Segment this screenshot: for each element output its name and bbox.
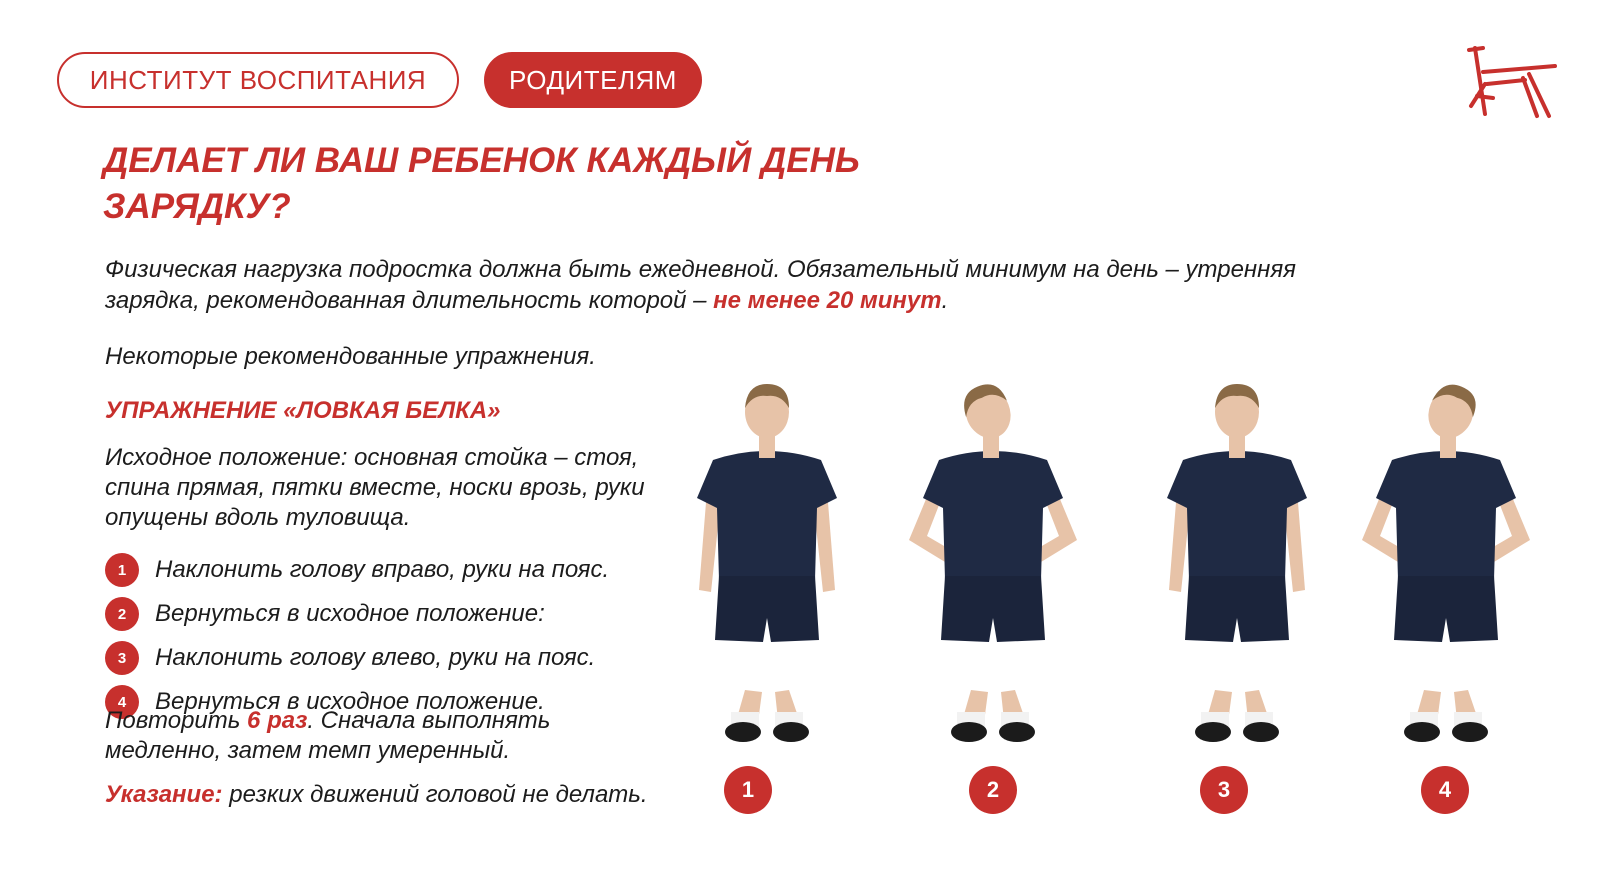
exercise-title: УПРАЖНЕНИЕ «ЛОВКАЯ БЕЛКА»: [105, 397, 501, 424]
repeat-count-highlight: 6 раз: [247, 707, 308, 734]
intro-paragraph: Физическая нагрузка подростка должна быть ежедневной. Обязательный минимум на день – утренняя зарядка, рекомендованная длительность которой – не менее 20 минут.: [105, 256, 1296, 314]
step-text: Вернуться в исходное положение:: [155, 600, 545, 627]
step-item: [105, 636, 705, 680]
start-position-text: Исходное положение: основная стойка – стоя, спина прямая, пятки вместе, носки врозь, руки опущены вдоль туловища.: [105, 444, 645, 531]
subintro-text: Некоторые рекомендованные упражнения.: [105, 343, 596, 370]
page-title: ДЕЛАЕТ ЛИ ВАШ РЕБЕНОК КАЖДЫЙ ДЕНЬ ЗАРЯДКУ?: [103, 141, 860, 226]
repeat-text: Повторить 6 раз. Сначала выполнять медленно, затем темп умеренный.: [105, 707, 551, 764]
exercise-figure-1: [667, 380, 867, 760]
figure-number-badge: 3: [1200, 766, 1248, 814]
note-label: Указание:: [105, 781, 223, 808]
figure-number-badge: 2: [969, 766, 1017, 814]
parents-tag[interactable]: РОДИТЕЛЯМ: [484, 52, 702, 108]
step-text: Наклонить голову вправо, руки на пояс.: [155, 556, 610, 583]
exercise-figure-3: [1137, 380, 1337, 760]
step-number-badge: 3: [105, 641, 139, 675]
step-text: Наклонить голову влево, руки на пояс.: [155, 644, 596, 671]
step-text: Вернуться в исходное положение.: [155, 688, 545, 715]
figure-number-badge: 1: [724, 766, 772, 814]
institute-tag[interactable]: ИНСТИТУТ ВОСПИТАНИЯ: [57, 52, 459, 108]
step-number-badge: 1: [105, 553, 139, 587]
exercise-figure-4: [1346, 380, 1546, 760]
steps-list: [105, 548, 705, 724]
figure-standing: [1167, 384, 1307, 742]
figure-hands-on-hips-tilt-left: [1362, 380, 1530, 742]
exercise-figure-2: [893, 380, 1093, 760]
chair-horse-logo-icon: [1465, 44, 1561, 124]
figure-number-badge: 4: [1421, 766, 1469, 814]
figure-standing: [697, 384, 837, 742]
step-item: [105, 548, 705, 592]
step-item: [105, 592, 705, 636]
step-number-badge: 4: [105, 685, 139, 719]
figure-hands-on-hips-tilt-right: [909, 380, 1077, 742]
note-text: Указание: резких движений головой не делать.: [105, 781, 648, 808]
step-number-badge: 2: [105, 597, 139, 631]
duration-highlight: не менее 20 минут: [713, 287, 942, 314]
